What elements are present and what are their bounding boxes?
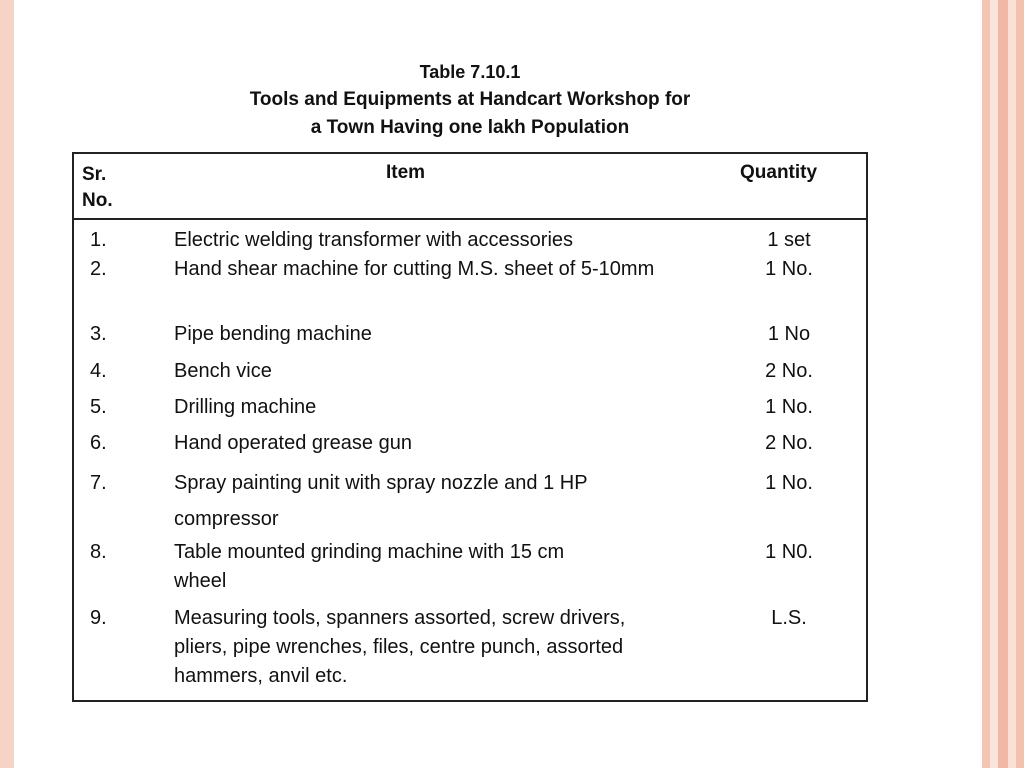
row-number: 8. <box>90 541 107 563</box>
row-item: Drilling machine <box>174 396 317 418</box>
row-number: 2. <box>90 258 107 280</box>
header-sr-no <box>82 162 142 214</box>
row-quantity: 1 No. <box>765 396 813 418</box>
row-number: 6. <box>90 432 107 454</box>
table-header <box>74 154 866 220</box>
row-item: Bench vice <box>174 360 272 382</box>
table-title-line-2: a Town Having one lakh Population <box>310 117 630 138</box>
row-item: Measuring tools, spanners assorted, screw drivers, pliers, pipe wrenches, files, centre punch, assorted hammers, anvil etc. <box>174 607 626 687</box>
header-no-label: No. <box>82 190 113 211</box>
row-number: 4. <box>90 360 107 382</box>
row-item: Spray painting unit with spray nozzle and 1 HP compressor <box>174 472 588 530</box>
row-number: 1. <box>90 229 107 251</box>
row-quantity: 1 set <box>767 229 811 251</box>
tools-table <box>72 152 868 702</box>
table-title-line-1: Tools and Equipments at Handcart Workshop for <box>249 89 691 110</box>
header-quantity: Quantity <box>740 162 818 183</box>
slide-right-border <box>978 0 1024 768</box>
slide-left-edge <box>0 0 14 768</box>
header-sr-label: Sr. <box>82 164 107 185</box>
row-quantity: 1 No. <box>765 258 813 280</box>
row-quantity: 2 No. <box>765 360 813 382</box>
header-item: Item <box>386 162 426 183</box>
row-number: 7. <box>90 472 107 494</box>
row-number: 5. <box>90 396 107 418</box>
row-quantity: 2 No. <box>765 432 813 454</box>
row-number: 3. <box>90 323 107 345</box>
table-caption <box>150 58 790 142</box>
row-number: 9. <box>90 607 107 629</box>
row-item: Table mounted grinding machine with 15 cm wheel <box>174 541 565 592</box>
row-quantity: 1 No <box>767 323 811 345</box>
row-item: Pipe bending machine <box>174 323 372 345</box>
row-item: Hand operated grease gun <box>174 432 412 454</box>
table-number: Table 7.10.1 <box>419 62 521 82</box>
row-item: Hand shear machine for cutting M.S. sheet of 5-10mm <box>174 258 655 280</box>
row-quantity: 1 N0. <box>765 541 813 563</box>
row-quantity: L.S. <box>771 607 807 629</box>
row-quantity: 1 No. <box>765 472 813 494</box>
row-item: Electric welding transformer with accessories <box>174 229 574 251</box>
